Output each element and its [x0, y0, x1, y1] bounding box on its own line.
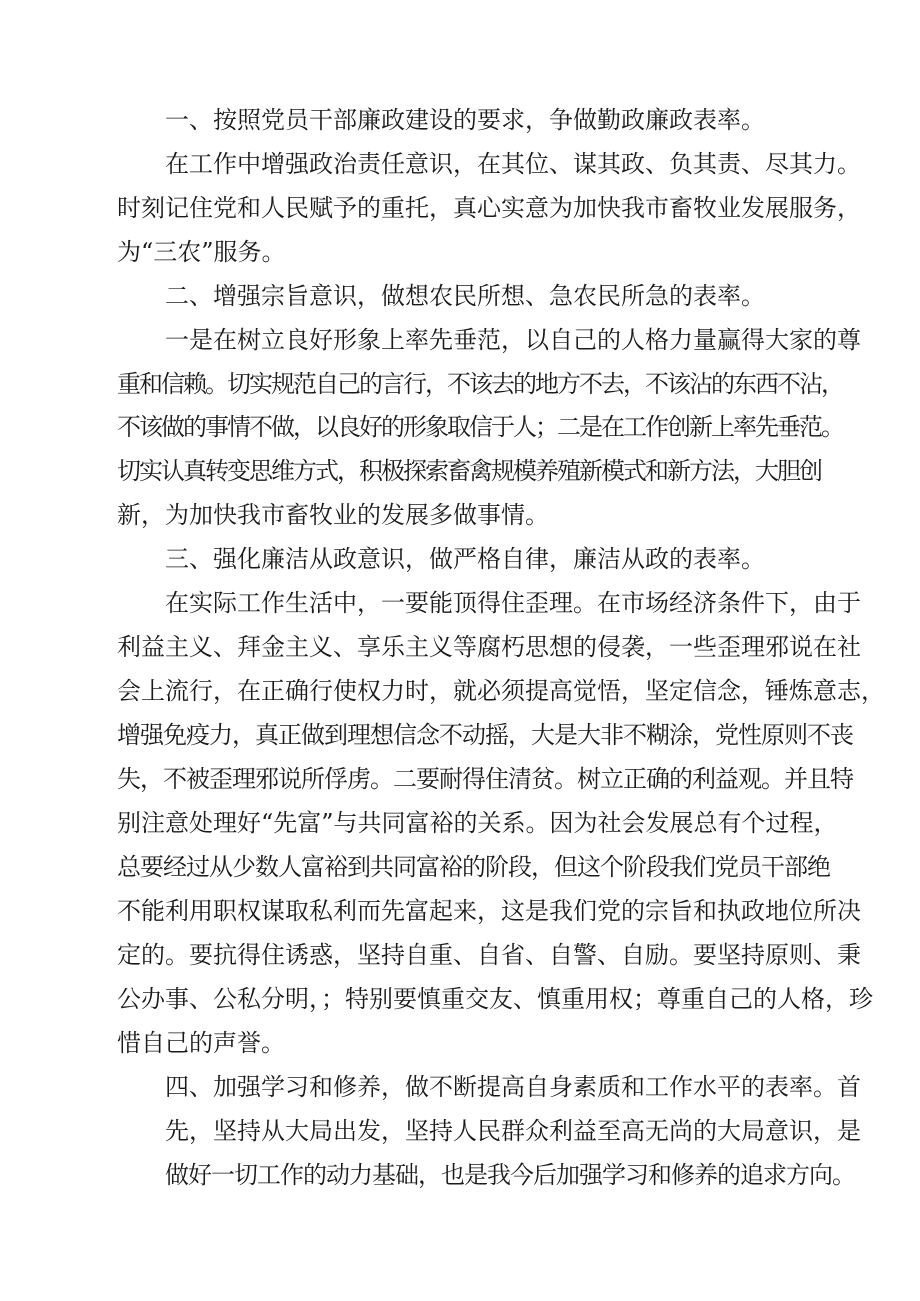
paragraph-3-line-9: 定的。要抗得住诱惑，坚持自重、自省、自警、自励。要坚持原则、秉: [117, 941, 861, 969]
paragraph-3-line-2: 利益主义、拜金主义、享乐主义等腐朽思想的侵袭，一些歪理邪说在社: [117, 633, 861, 661]
paragraph-4-line-2: 做好一切工作的动力基础，也是我今后加强学习和修养的追求方向。: [165, 1161, 855, 1189]
paragraph-1-line-1: 在工作中增强政治责任意识，在其位、谋其政、负其责、尽其力。: [165, 150, 861, 178]
paragraph-3-line-6: 别注意处理好“先富”与共同富裕的关系。因为社会发展总有个过程，: [117, 809, 838, 837]
heading-2: 二、增强宗旨意识，做想农民所想、急农民所急的表率。: [165, 282, 765, 310]
heading-4: 四、加强学习和修养，做不断提高自身素质和工作水平的表率。首: [165, 1073, 861, 1101]
paragraph-3-line-5: 失，不被歪理邪说所俘虏。二要耐得住清贫。树立正确的利益观。并且特: [117, 765, 853, 793]
paragraph-1-line-2: 时刻记住党和人民赋予的重托，真心实意为加快我市畜牧业发展服务，: [117, 194, 861, 222]
paragraph-3-line-4: 增强免疫力，真正做到理想信念不动摇，大是大非不糊涂，党性原则不丧: [117, 721, 853, 749]
paragraph-3-line-11: 惜自己的声誉。: [117, 1029, 285, 1057]
paragraph-3-line-1: 在实际工作生活中，一要能顶得住歪理。在市场经济条件下，由于: [165, 589, 861, 617]
paragraph-3-line-7: 总要经过从少数人富裕到共同富裕的阶段，但这个阶段我们党员干部绝: [117, 853, 830, 881]
paragraph-3-line-10: 公办事、公私分明，；特别要慎重交友、慎重用权；尊重自己的人格，珍: [117, 985, 873, 1013]
paragraph-3-line-3: 会上流行，在正确行使权力时，就必须提高觉悟，坚定信念，锤炼意志，: [117, 677, 885, 705]
paragraph-2-line-2: 重和信赖。切实规范自己的言行，不该去的地方不去，不该沾的东西不沾，: [117, 370, 843, 398]
paragraph-2-line-5: 新，为加快我市畜牧业的发展多做事情。: [117, 501, 549, 529]
paragraph-3-line-8: 不能利用职权谋取私利而先富起来，这是我们党的宗旨和执政地位所决: [117, 897, 861, 925]
heading-1: 一、按照党员干部廉政建设的要求，争做勤政廉政表率。: [165, 106, 765, 134]
paragraph-1-line-3: 为“三农”服务。: [117, 238, 286, 266]
paragraph-2-line-4: 切实认真转变思维方式，积极探索畜禽规模养殖新模式和新方法，大胆创: [117, 457, 821, 485]
paragraph-2-line-1: 一是在树立良好形象上率先垂范，以自己的人格力量赢得大家的尊: [165, 326, 861, 354]
paragraph-2-line-3: 不该做的事情不做，以良好的形象取信于人；二是在工作创新上率先垂范。: [117, 413, 843, 441]
heading-3: 三、强化廉洁从政意识，做严格自律，廉洁从政的表率。: [165, 545, 765, 573]
paragraph-4-line-1: 先，坚持从大局出发，坚持人民群众利益至高无尚的大局意识，是: [165, 1117, 861, 1145]
